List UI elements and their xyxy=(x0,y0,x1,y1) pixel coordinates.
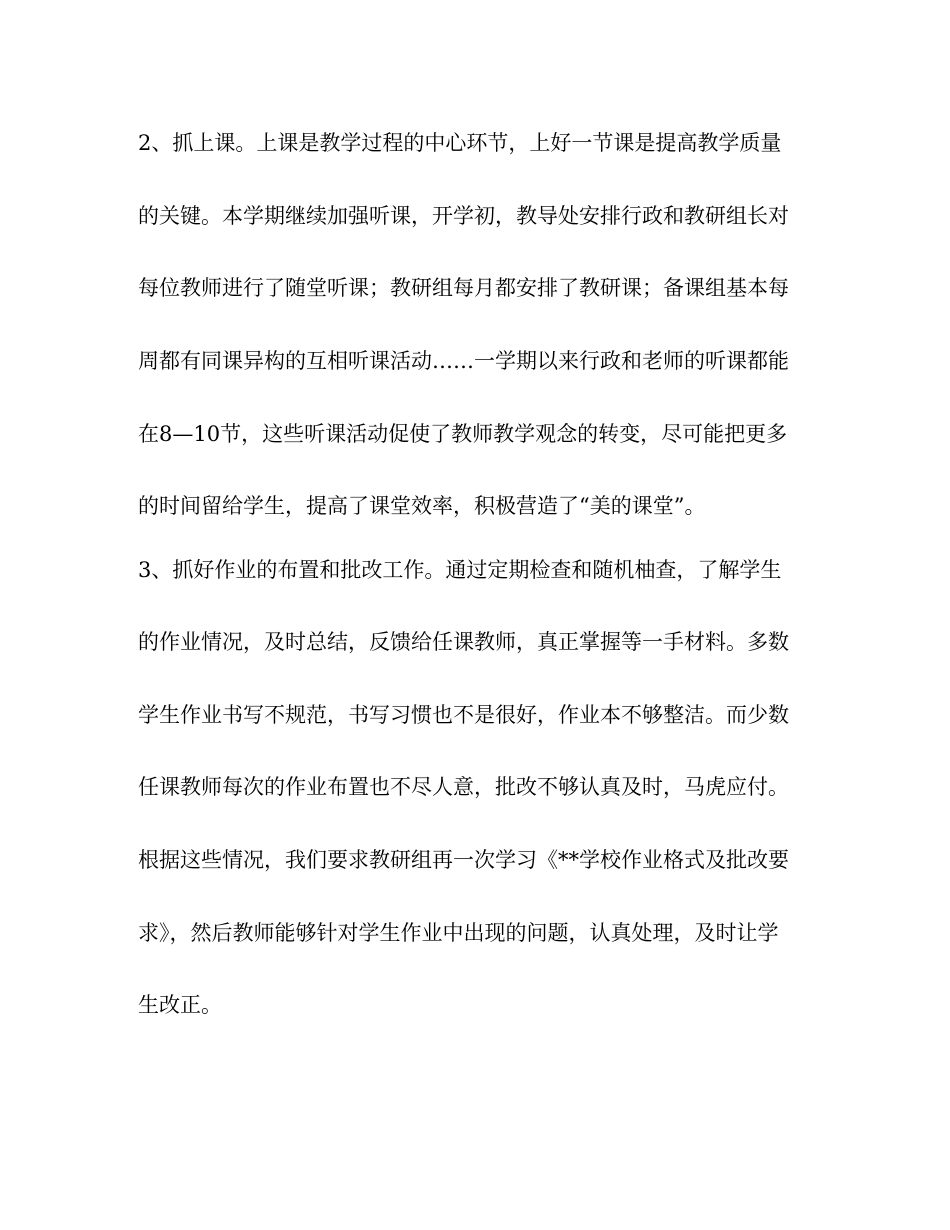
paragraph-2-line-4: 任课教师每次的作业布置也不尽人意，批改不够认真及时，马虎应付。 xyxy=(138,775,789,799)
paragraph-1-line-3: 每位教师进行了随堂听课；教研组每月都安排了教研课；备课组基本每 xyxy=(138,276,789,300)
paragraph-1-line-5: 在8—10节，这些听课活动促使了教师教学观念的转变，尽可能把更多 xyxy=(138,422,788,446)
paragraph-2-line-5: 根据这些情况，我们要求教研组再一次学习《**学校作业格式及批改要 xyxy=(138,848,789,872)
paragraph-1-line-4: 周都有同课异构的互相听课活动……一学期以来行政和老师的听课都能 xyxy=(138,349,789,373)
paragraph-2-line-1: 3、抓好作业的布置和批改工作。通过定期检查和随机柚查，了解学生 xyxy=(138,558,782,582)
paragraph-2-line-3: 学生作业书写不规范，书写习惯也不是很好，作业本不够整洁。而少数 xyxy=(138,703,789,727)
paragraph-1-line-6: 的时间留给学生，提高了课堂效率，积极营造了“美的课堂”。 xyxy=(138,494,706,518)
paragraph-1-line-1: 2、抓上课。上课是教学过程的中心环节，上好一节课是提高教学质量 xyxy=(138,131,782,155)
paragraph-2-line-6: 求》，然后教师能够针对学生作业中出现的问题，认真处理，及时让学 xyxy=(138,921,779,945)
paragraph-2-line-7: 生改正。 xyxy=(138,993,222,1017)
paragraph-2-line-2: 的作业情况，及时总结，反馈给任课教师，真正掌握等一手材料。多数 xyxy=(138,630,789,654)
paragraph-1-line-2: 的关键。本学期继续加强听课，开学初，教导处安排行政和教研组长对 xyxy=(138,204,789,228)
